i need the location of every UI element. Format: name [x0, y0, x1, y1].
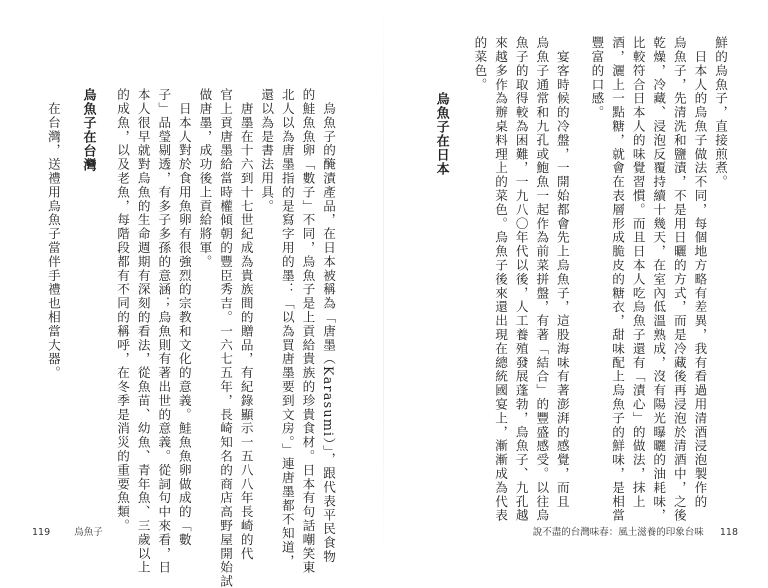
- page-number: 119: [32, 527, 51, 538]
- body-line: 本人很早就對烏魚的生命週期有深刻的看法，從魚苗、幼魚、青年魚、三歲以上: [135, 88, 151, 575]
- body-line: 的菜色。: [472, 36, 488, 92]
- body-line: 在台灣，送禮用烏魚子當伴手禮也相當大器。: [45, 88, 61, 380]
- left-footer: [32, 524, 103, 538]
- body-line: 唐墨在十六到十七世紀成為貴族間的贈品，有紀錄顯示一五八八年長崎的代: [238, 88, 254, 561]
- left-page-body: [42, 88, 338, 588]
- body-line: 子」品瑩剔透，有多子多孫的意涵；烏魚則有著出世的意義。從詞句中來看，日: [156, 88, 172, 575]
- right-footer: [533, 524, 738, 538]
- body-line: 鮮的烏魚子，直接煎煮。: [713, 36, 728, 189]
- body-line: 北人以為唐墨指的是寫字用的墨：「以為買唐墨要到文房。」連唐墨都不知道，: [279, 88, 295, 569]
- body-line: 酒，灑上一點糖，就會在表層形成脆皮的糖衣，甜味配上烏魚子的鮮味，是相當: [610, 36, 626, 523]
- body-line: 烏魚子的醃漬產品，在日本被稱為「唐墨（Karasumi）」，跟代表平民食物: [321, 88, 336, 564]
- body-line: 乾燥，冷藏、浸泡反覆持續十幾天，在室內低溫熟成，沒有陽光曝曬的油耗味，: [651, 36, 667, 523]
- body-line: 日本人對於食用魚卵有很強烈的宗教和文化的意義。鮭魚魚卵做成的「數: [176, 88, 192, 547]
- body-line: 的成魚，以及老魚，每階段都有不同的稱呼，在冬季是消災的重要魚類。: [115, 88, 131, 533]
- body-line: 宴客時候的冷盤，一開始都會先上烏魚子，這股海味有著澎湃的感覺，而且: [554, 36, 570, 509]
- section-heading: 烏魚子在日本: [433, 92, 449, 176]
- body-line: 還以為是書法用具。: [259, 88, 275, 214]
- body-line: 烏魚子，先清洗和鹽漬，不是用日曬的方式，而是冷藏後再浸泡於清酒中，之後: [671, 36, 687, 523]
- right-page-body: [469, 36, 730, 523]
- body-line: 魚子的取得較為困難，一九八〇年代以後，人工養殖發展蓬勃，烏魚子、九孔越: [513, 36, 529, 523]
- running-title: 說不盡的台灣味春：風土滋養的印象台味: [532, 527, 704, 538]
- body-line: 的鮭魚魚卵「數子」不同，烏魚子是上貢給貴族的珍貴食材。日本有句話嘲笑東: [300, 88, 316, 575]
- page-number: 118: [719, 527, 738, 538]
- body-line: 比較符合日本人的味覺習慣。而且日本人吃烏魚子還有「漬心」的做法，抹上: [630, 36, 646, 509]
- body-line: 日本人的烏魚子做法不同，每個地方略有差異，我有看過用清酒浸泡製作的: [692, 36, 708, 509]
- body-line: 官上貢唐墨給當時權傾朝的豐臣秀吉。一六七五年，長崎知名的商店高野屋開始試: [218, 88, 234, 588]
- running-title: 烏魚子: [74, 527, 103, 538]
- body-line: 來越多作為辦桌料理上的菜色。烏魚子後來還出現在總統國宴上，漸漸成為代表: [493, 36, 509, 523]
- section-heading: 烏魚子在台灣: [80, 88, 96, 172]
- right-page: [384, 0, 768, 561]
- body-line: 烏魚子通常和九孔或鮑魚一起作為前菜拼盤，有著「結合」的豐盛感受。以往烏: [534, 36, 550, 523]
- body-line: 做唐墨，成功後上貢給將軍。: [197, 88, 213, 269]
- body-line: 豐富的口感。: [589, 36, 605, 120]
